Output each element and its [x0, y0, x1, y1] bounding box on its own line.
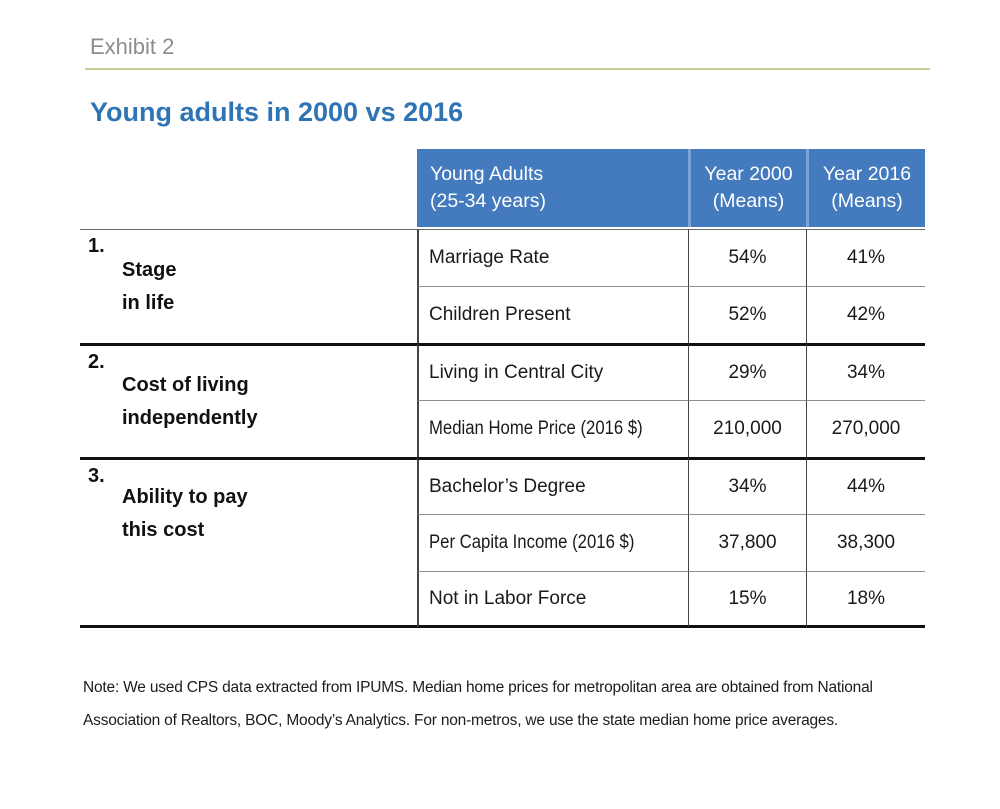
value-2016: 34% [806, 343, 925, 400]
row-label: Not in Labor Force [417, 571, 688, 628]
page-title: Young adults in 2000 vs 2016 [90, 97, 464, 127]
group-number: 1. [88, 235, 105, 257]
value-2016: 18% [806, 571, 925, 628]
comparison-table [80, 149, 925, 628]
header-cell-year-2000 [688, 149, 806, 227]
row-label-text: Per Capita Income (2016 $) [429, 532, 635, 553]
row-label-text: Median Home Price (2016 $) [429, 418, 643, 439]
header-line: (25-34 years) [430, 190, 546, 212]
row-label: Marriage Rate [417, 229, 688, 286]
group-text-line: in life [122, 291, 175, 314]
value-2016: 42% [806, 286, 925, 343]
value-2000: 52% [688, 286, 806, 343]
exhibit-divider-rule [85, 68, 930, 70]
value-2016: 38,300 [806, 514, 925, 571]
value-2000: 34% [688, 457, 806, 514]
group-number: 3. [88, 465, 105, 487]
group-number: 2. [88, 351, 105, 373]
group-text-line: Cost of living [122, 373, 249, 396]
footnote [83, 671, 943, 737]
footnote-line: Association of Realtors, BOC, Moody’s Analytics. For non-metros, we use the state median home price averages. [83, 712, 838, 729]
value-2000: 37,800 [688, 514, 806, 571]
group-text-line: independently [122, 406, 258, 429]
value-2000: 210,000 [688, 400, 806, 457]
footnote-line: Note: We used CPS data extracted from IPUMS. Median home prices for metropolitan area are obtained from National [83, 679, 873, 696]
header-cell-year-2016 [806, 149, 925, 227]
group-label-stage-in-life [80, 229, 417, 343]
header-line: (Means) [712, 190, 785, 212]
row-label [417, 400, 688, 457]
value-2016: 41% [806, 229, 925, 286]
group-text-line: Ability to pay [122, 486, 248, 508]
value-2000: 29% [688, 343, 806, 400]
row-label: Bachelor’s Degree [417, 457, 688, 514]
header-line: Year 2016 [822, 163, 912, 185]
value-2000: 54% [688, 229, 806, 286]
header-line: Young Adults [430, 163, 544, 185]
header-line: (Means) [831, 190, 903, 212]
header-cell-young-adults [417, 149, 688, 227]
group-text-line: this cost [122, 519, 205, 541]
row-label [417, 514, 688, 571]
group-label-ability-to-pay [80, 457, 417, 628]
group-text [122, 369, 258, 435]
row-label: Children Present [417, 286, 688, 343]
header-line: Year 2000 [704, 163, 793, 185]
group-label-cost-of-living [80, 343, 417, 457]
value-2016: 44% [806, 457, 925, 514]
value-2016: 270,000 [806, 400, 925, 457]
group-text [122, 481, 248, 547]
exhibit-label: Exhibit 2 [90, 34, 175, 59]
row-label: Living in Central City [417, 343, 688, 400]
group-text [122, 254, 176, 320]
group-text-line: Stage [122, 258, 177, 281]
value-2000: 15% [688, 571, 806, 628]
